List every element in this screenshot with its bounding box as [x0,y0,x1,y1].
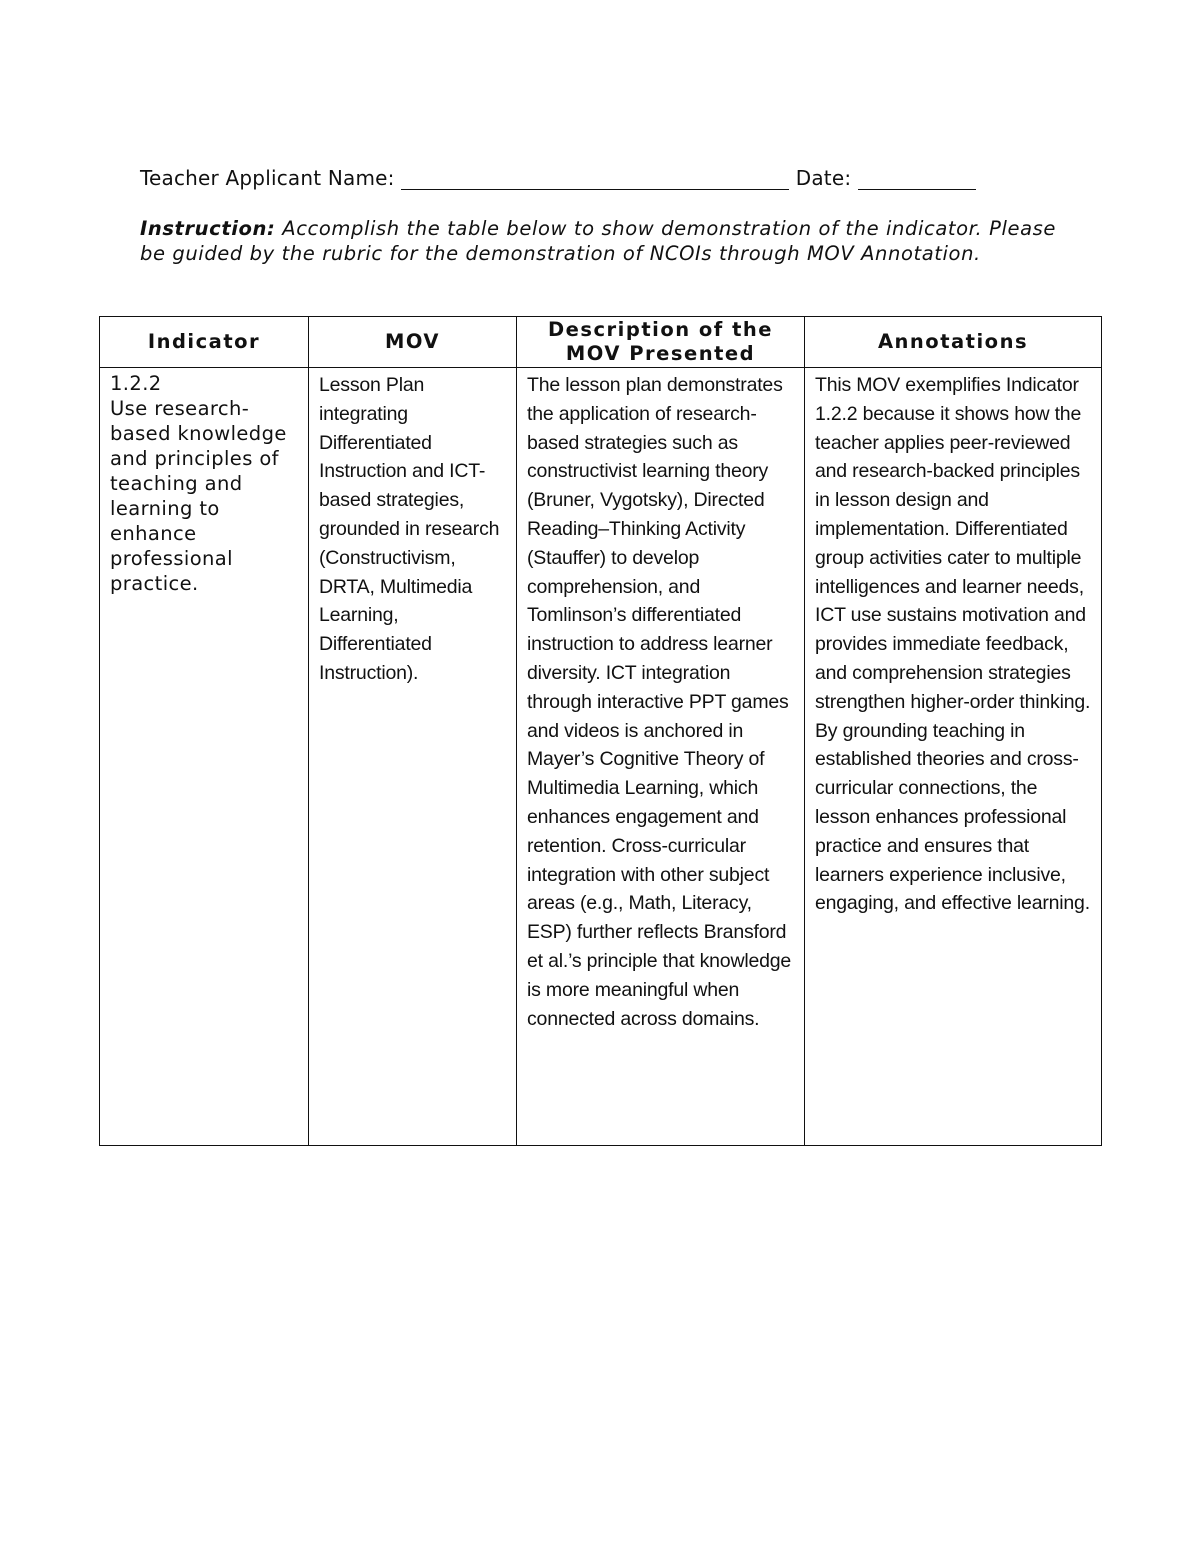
indicator-code: 1.2.2 [110,372,162,395]
indicator-cell[interactable] [100,368,309,1146]
name-label: Teacher Applicant Name: [140,166,395,190]
date-label: Date: [795,166,852,190]
instruction-text: Accomplish the table below to show demonstration of the indicator. Please be guided by the rubric for the demonstration of NCOIs through MOV Annotation. [140,217,1056,265]
table-header-row [100,317,1102,368]
header-indicator: Indicator [100,317,309,368]
instruction-paragraph [140,216,1056,266]
header-mov: MOV [309,317,517,368]
annotations-cell[interactable]: This MOV exemplifies Indicator 1.2.2 because it shows how the teacher applies peer-reviewed and research-backed principles in lesson design and implementation. Differentiated group activities cater to multiple intelligences and learner needs, ICT use sustains motivation and provides immediate feedback, and comprehension strategies strengthen higher-order thinking. By grounding teaching in established theories and cross-curricular connections, the lesson enhances professional practice and ensures that learners experience inclusive, engaging, and effective learning. [805,368,1102,1146]
instruction-label: Instruction: [140,217,276,240]
indicator-text: Use research-based knowledge and principles of teaching and learning to enhance professional practice. [110,397,287,595]
date-field[interactable] [858,167,976,190]
mov-annotation-table [99,316,1102,1146]
name-field[interactable] [401,167,789,190]
header-annotations: Annotations [805,317,1102,368]
description-cell[interactable]: The lesson plan demonstrates the application of research-based strategies such as constructivist learning theory (Bruner, Vygotsky), Directed Reading–Thinking Activity (Stauffer) to develop comprehension, and Tomlinson’s differentiated instruction to address learner diversity. ICT integration through interactive PPT games and videos is anchored in Mayer’s Cognitive Theory of Multimedia Learning, which enhances engagement and retention. Cross-curricular integration with other subject areas (e.g., Math, Literacy, ESP) further reflects Bransford et al.’s principle that knowledge is more meaningful when connected across domains. [517,368,805,1146]
header-description: Description of the MOV Presented [517,317,805,368]
table-row [100,368,1102,1146]
applicant-header [140,166,1040,190]
mov-cell[interactable]: Lesson Plan integrating Differentiated Instruction and ICT-based strategies, grounded in research (Constructivism, DRTA, Multimedia Learning, Differentiated Instruction). [309,368,517,1146]
